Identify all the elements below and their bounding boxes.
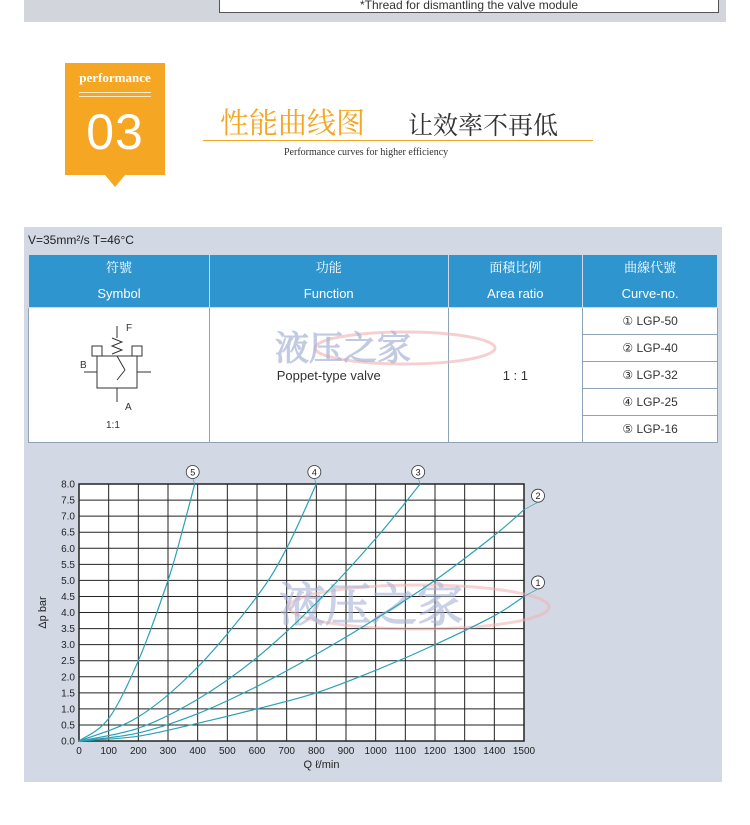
thread-note: *Thread for dismantling the valve module bbox=[219, 0, 719, 13]
x-tick-label: 1200 bbox=[423, 746, 447, 757]
y-tick-label: 2.5 bbox=[61, 656, 75, 668]
header-function: 功能 Function bbox=[209, 255, 448, 308]
y-tick-label: 7.5 bbox=[61, 495, 75, 507]
section-subtitle: Performance curves for higher efficiency bbox=[284, 147, 449, 158]
x-tick-label: 1400 bbox=[483, 746, 506, 757]
y-tick-label: 6.5 bbox=[61, 527, 75, 539]
x-tick-label: 900 bbox=[337, 746, 355, 757]
x-tick-label: 0 bbox=[76, 746, 82, 757]
y-tick-label: 8.0 bbox=[61, 479, 75, 491]
badge-decor-line bbox=[79, 92, 151, 93]
curve-leader-5 bbox=[193, 479, 195, 485]
x-tick-label: 700 bbox=[278, 746, 296, 757]
y-tick-label: 0.5 bbox=[61, 720, 75, 732]
curve-no-1: ① LGP-50 bbox=[583, 308, 718, 335]
header-symbol: 符號 Symbol bbox=[29, 255, 210, 308]
port-a-label: A bbox=[125, 402, 133, 413]
curve-leader-4 bbox=[314, 479, 316, 485]
x-tick-label: 1000 bbox=[364, 746, 387, 757]
performance-panel bbox=[24, 227, 722, 782]
watermark-text: 液压之家 bbox=[274, 329, 411, 369]
badge-label: performance bbox=[79, 70, 151, 85]
x-tick-label: 200 bbox=[129, 746, 147, 757]
y-tick-label: 1.0 bbox=[61, 704, 75, 716]
y-tick-label: 6.0 bbox=[61, 543, 75, 555]
y-tick-label: 4.0 bbox=[61, 608, 75, 619]
curve-label-3: 3 bbox=[415, 467, 421, 478]
x-tick-label: 1300 bbox=[453, 746, 476, 757]
badge-pointer bbox=[105, 175, 125, 187]
x-tick-label: 1500 bbox=[512, 746, 536, 757]
x-tick-label: 1100 bbox=[394, 746, 417, 757]
header-area-ratio: 面積比例 Area ratio bbox=[448, 255, 583, 308]
function-value: Poppet-type valve bbox=[276, 367, 381, 383]
curve-leader-3 bbox=[418, 479, 420, 485]
y-axis-label: Δp bar bbox=[37, 596, 49, 629]
curve-label-1: 1 bbox=[535, 577, 541, 588]
x-tick-label: 500 bbox=[218, 746, 236, 757]
port-f-label: F bbox=[126, 323, 133, 334]
x-tick-label: 100 bbox=[100, 746, 118, 757]
curve-label-5: 5 bbox=[190, 467, 196, 478]
curve-no-3: ③ LGP-32 bbox=[583, 362, 718, 389]
port-b-label: B bbox=[80, 360, 88, 371]
table-row bbox=[29, 308, 718, 335]
curve-no-4: ④ LGP-25 bbox=[583, 389, 718, 416]
badge-number: 03 bbox=[86, 104, 144, 160]
badge-decor-line bbox=[79, 96, 151, 97]
x-tick-label: 400 bbox=[189, 746, 207, 757]
header-curve-no: 曲線代號 Curve-no. bbox=[583, 255, 718, 308]
y-tick-label: 3.5 bbox=[61, 624, 75, 636]
y-tick-label: 7.0 bbox=[61, 511, 75, 523]
symbol-cell bbox=[29, 308, 210, 443]
y-tick-label: 3.0 bbox=[61, 640, 75, 652]
curve-no-5: ⑤ LGP-16 bbox=[583, 416, 718, 443]
table-header-row bbox=[29, 255, 718, 308]
section-badge bbox=[65, 63, 165, 175]
y-tick-label: 2.0 bbox=[61, 672, 75, 684]
x-tick-label: 800 bbox=[307, 746, 325, 757]
function-cell bbox=[209, 308, 448, 443]
y-tick-label: 5.5 bbox=[61, 559, 75, 571]
title-underline bbox=[203, 140, 593, 141]
test-conditions: V=35mm²/s T=46°C bbox=[28, 233, 134, 247]
curve-no-2: ② LGP-40 bbox=[583, 335, 718, 362]
curve-leader-2 bbox=[524, 502, 538, 510]
section-title: 性能曲线图 bbox=[220, 106, 366, 140]
valve-symbol-icon bbox=[29, 308, 208, 439]
y-tick-label: 4.5 bbox=[61, 591, 75, 603]
curve-label-2: 2 bbox=[535, 491, 541, 502]
x-axis-label: Q ℓ/min bbox=[303, 759, 340, 771]
x-tick-label: 600 bbox=[248, 746, 266, 757]
y-tick-label: 5.0 bbox=[61, 575, 75, 587]
chart-watermark-text: 液压之家 bbox=[279, 579, 463, 631]
symbol-ratio-label: 1:1 bbox=[106, 420, 121, 431]
x-tick-label: 300 bbox=[159, 746, 177, 757]
section-title-suffix: 让效率不再低 bbox=[408, 111, 559, 140]
curve-label-4: 4 bbox=[311, 467, 317, 478]
spec-table bbox=[28, 254, 718, 443]
y-tick-label: 1.5 bbox=[61, 688, 75, 700]
performance-chart bbox=[24, 459, 722, 782]
y-tick-label: 0.0 bbox=[61, 736, 75, 748]
area-ratio-value: 1 : 1 bbox=[448, 308, 583, 443]
